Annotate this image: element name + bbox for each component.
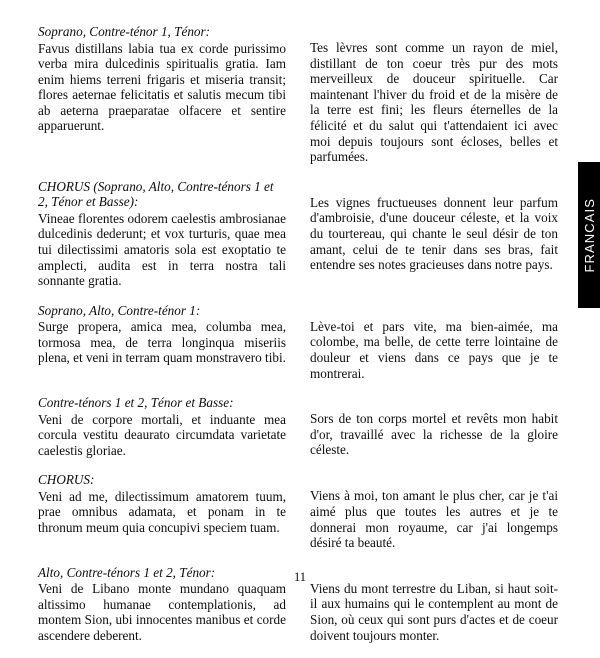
french-text: Les vignes fructueuses donnent leur parfum d'ambroisie, d'une douceur céleste, et la voix du tourtereau, qui chante le seul désir de ton amant, celui de te tenir dans ses bras, fait entendre ses notes gracieuses dans notre pays. bbox=[310, 194, 558, 273]
french-text: Viens du mont terrestre du Liban, si haut soit-il aux humains qui le contemplent au mont de Sion, où ceux qui sont purs d'actes et de coeur doivent toujours monter. bbox=[310, 580, 558, 643]
latin-text: Veni de corpore mortali, et induante mea corcula vestitu deaurato circumdata varietate caelestis gloriae. bbox=[38, 411, 286, 458]
language-tab-francais bbox=[578, 162, 600, 308]
latin-column bbox=[38, 179, 286, 289]
libretto-block bbox=[38, 303, 558, 381]
latin-column bbox=[38, 303, 286, 366]
page-number: 11 bbox=[293, 570, 307, 584]
bilingual-columns bbox=[38, 24, 558, 658]
libretto-block bbox=[38, 24, 558, 165]
french-text: Lève-toi et pars vite, ma bien-aimée, ma colombe, ma belle, de cette terre lointaine de douleur et viens dans ce pays que je te montrerai. bbox=[310, 318, 558, 381]
latin-text: Surge propera, amica mea, columba mea, tormosa mea, de terra longinqua miseriis plena, et veni in terram quam monstravero tibi. bbox=[38, 319, 286, 366]
libretto-block bbox=[38, 472, 558, 550]
language-tab-label: FRANCAIS bbox=[581, 197, 597, 273]
section-heading: Alto, Contre-ténors 1 et 2, Ténor: bbox=[38, 564, 216, 580]
latin-column bbox=[38, 395, 286, 458]
libretto-block bbox=[38, 395, 558, 458]
french-column bbox=[310, 472, 558, 550]
latin-column bbox=[38, 472, 286, 535]
section-heading: Contre-ténors 1 et 2, Ténor et Basse: bbox=[38, 395, 234, 411]
section-heading: Soprano, Contre-ténor 1, Ténor: bbox=[38, 24, 211, 39]
section-heading: CHORUS: bbox=[38, 472, 95, 488]
section-heading: Soprano, Alto, Contre-ténor 1: bbox=[38, 302, 201, 318]
french-column bbox=[310, 395, 558, 458]
french-text: Tes lèvres sont comme un rayon de miel, distillant de ton coeur très pur des mots merveilleux de douceur spirituelle. Car maintenant l'hiver du froid et de la misère de la terre est fini; les fleurs éternelles de la félicité et du salut qui t'attendaient ici avec moi depuis toujours sont écloses, belles et parfumées. bbox=[310, 40, 558, 165]
section-heading: CHORUS (Soprano, Alto, Contre-ténors 1 et 2, Ténor et Basse): bbox=[38, 178, 274, 210]
french-column bbox=[310, 24, 558, 165]
latin-column bbox=[38, 24, 286, 134]
latin-text: Vineae florentes odorem caelestis ambrosianae dulcedinis dederunt; et vox turturis, quae mea tui dilectissimi amatoris sola est exoptatio te amplecti, audita est in terra nostra tali sonnante gratia. bbox=[38, 210, 286, 289]
french-text: Sors de ton corps mortel et revêts mon habit d'or, travaillé avec la richesse de la gloire céleste. bbox=[310, 411, 558, 458]
latin-text: Veni ad me, dilectissimum amatorem tuum, prae omnibus adamata, et ponam in te thronum meum quia concupivi speciem tuam. bbox=[38, 488, 286, 536]
latin-text: Favus distillans labia tua ex corde purissimo verba mira dulcedinis spiritualis gratia. Iam enim hiems terreni frigaris et miseria transit; flores aeternae felicitatis et salutis mecum tibi ab aeterna praeparatae olfacere et sentire apparuerunt. bbox=[38, 40, 286, 134]
latin-text: Veni de Libano monte mundano quaquam altissimo humanae contemplationis, ad montem Sion, ubi innocentes manibus et corde ascendere deberent. bbox=[38, 581, 286, 644]
french-text: Viens à moi, ton amant le plus cher, car je t'ai aimé plus que toutes les autres et je te donnerai mon royaume, car j'ai longemps désiré ta beauté. bbox=[310, 488, 558, 551]
french-column bbox=[310, 179, 558, 273]
libretto-block bbox=[38, 179, 558, 289]
french-column bbox=[310, 303, 558, 381]
